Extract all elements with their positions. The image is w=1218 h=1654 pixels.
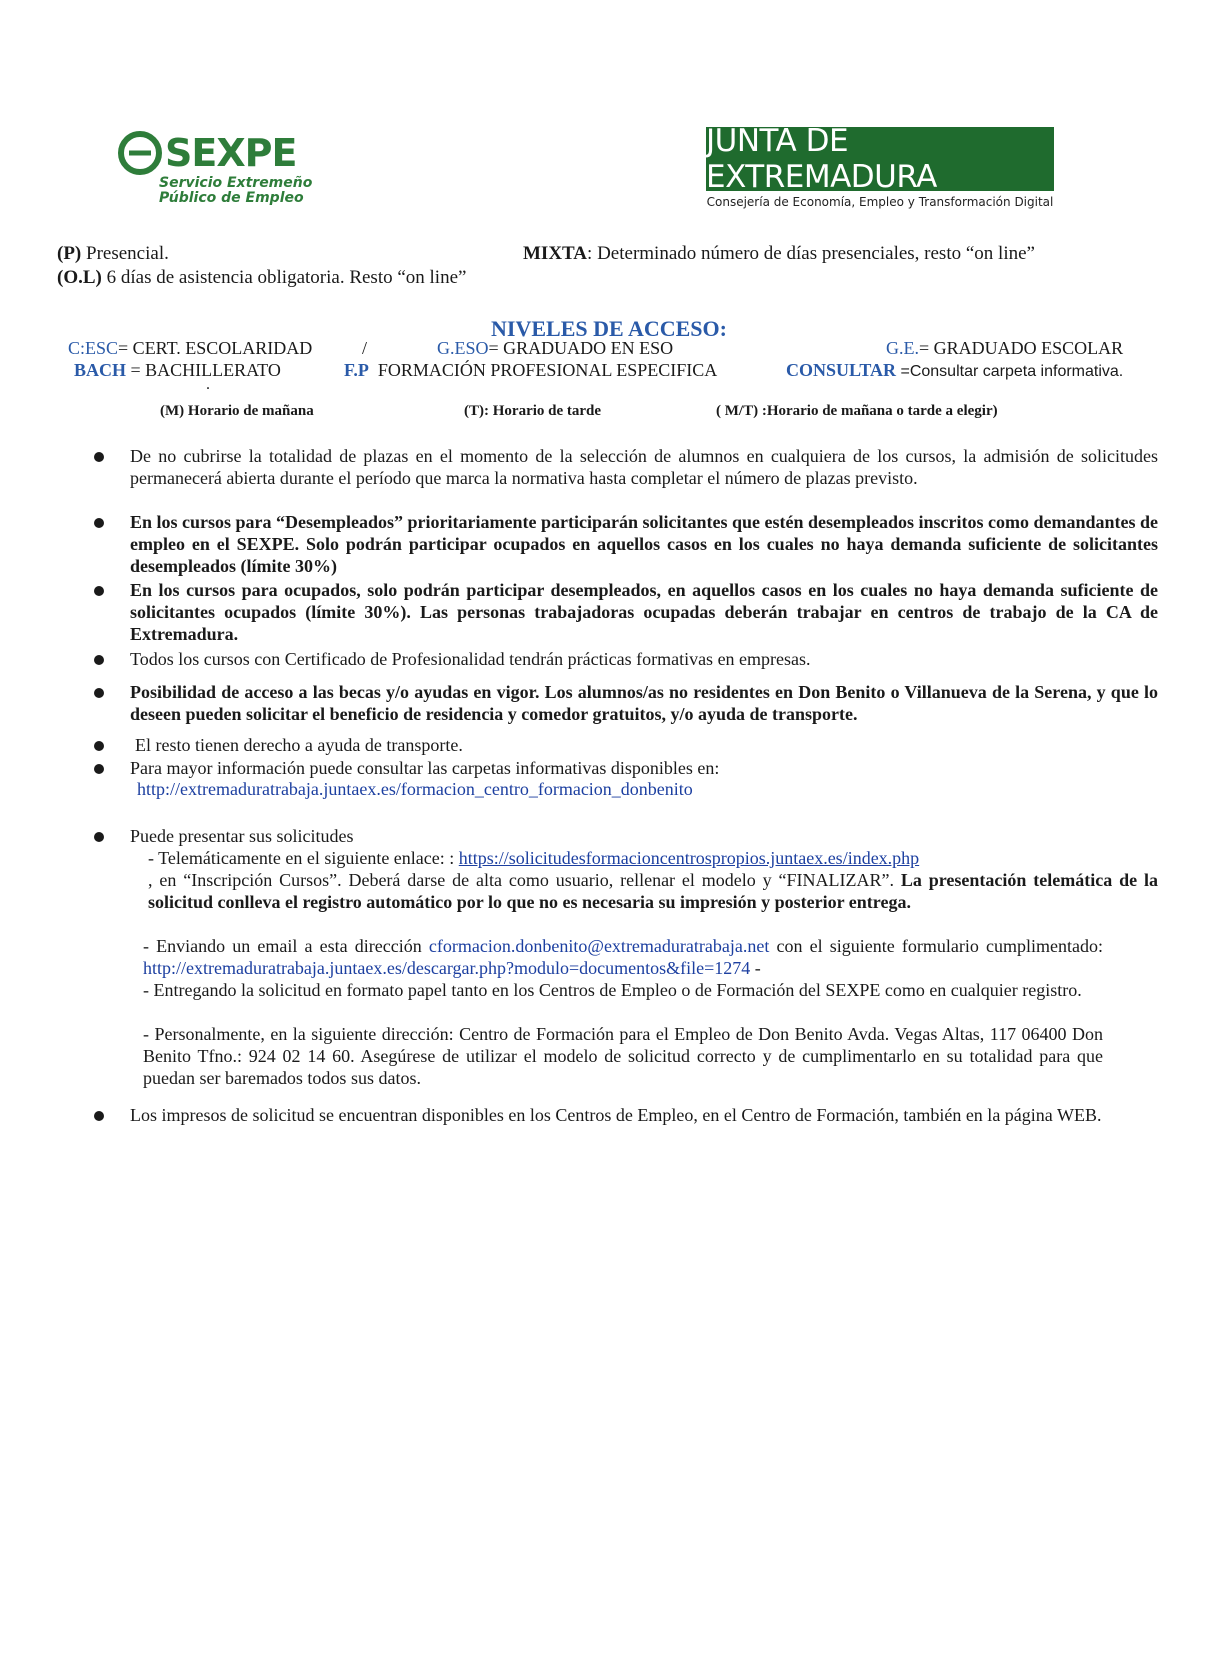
- formulario-link[interactable]: http://extremaduratrabaja.juntaex.es/descargar.php?modulo=documentos&file=1274: [143, 958, 751, 978]
- solicitud-personal: - Personalmente, en la siguiente dirección: Centro de Formación para el Empleo de Don Benito Avda. Vegas Altas, 117 06400 Don Benito Tfno.: 924 02 14 60. Asegúrese de utilizar el modelo de solicitud correcto y de cumplimentarlo en su totalidad para que puedan ser baremados todos sus datos.: [143, 1024, 1103, 1088]
- nivel-cesc: [68, 338, 312, 359]
- tele-prefix: - Telemáticamente en el siguiente enlace: :: [148, 848, 459, 868]
- nivel-cesc-text: = CERT. ESCOLARIDAD: [118, 338, 313, 358]
- modality-ol-label: (O.L): [57, 267, 102, 288]
- email-mid: con el siguiente formulario cumplimentado:: [769, 936, 1103, 956]
- nivel-bach-abbr: BACH: [74, 360, 127, 380]
- nivel-ge-abbr: G.E.: [886, 338, 919, 358]
- carpetas-link[interactable]: http://extremaduratrabaja.juntaex.es/formacion_centro_formacion_donbenito: [137, 779, 693, 799]
- bullet-certificado: Todos los cursos con Certificado de Profesionalidad tendrán prácticas formativas en empresas.: [130, 649, 811, 669]
- email-end: -: [750, 958, 761, 978]
- bullet-transporte: El resto tienen derecho a ayuda de transporte.: [135, 735, 463, 755]
- nivel-fp-text: FORMACIÓN PROFESIONAL ESPECIFICA: [377, 360, 718, 380]
- nivel-geso-abbr: G.ESO: [437, 338, 489, 358]
- nivel-consultar-text: =Consultar carpeta informativa.: [896, 363, 1124, 380]
- modality-ol-text: 6 días de asistencia obligatoria. Resto “on line”: [101, 267, 467, 288]
- modality-presencial: [57, 243, 169, 265]
- solicitud-papel: - Entregando la solicitud en formato papel tanto en los Centros de Empleo o de Formación del SEXPE como en cualquier registro.: [143, 980, 1082, 1000]
- email-prefix: - Enviando un email a esta dirección: [143, 936, 429, 956]
- bullet-becas: Posibilidad de acceso a las becas y/o ayudas en vigor. Los alumnos/as no residentes en Don Benito o Villanueva de la Serena, y que lo deseen pueden solicitar el beneficio de residencia y comedor gratuitos, y/o ayuda de transporte.: [130, 682, 1158, 724]
- nivel-fp-abbr: F.P: [344, 360, 369, 380]
- modality-mixta-label: MIXTA: [523, 243, 588, 264]
- bullet-dot: [94, 764, 104, 774]
- modality-mixta: [523, 243, 1035, 265]
- email-address-link[interactable]: cformacion.donbenito@extremaduratrabaja.net: [428, 936, 770, 956]
- nivel-bach-text: = BACHILLERATO: [126, 360, 281, 380]
- horario-tarde: (T): Horario de tarde: [464, 403, 602, 419]
- bullet-impresos: Los impresos de solicitud se encuentran disponibles en los Centros de Empleo, en el Centro de Formación, también en la página WEB.: [130, 1105, 1102, 1125]
- nivel-fp: [344, 360, 717, 381]
- tele-bold: La presentación telemática de la solicitud conlleva el registro automático por lo que no es necesaria su impresión y posterior entrega.: [148, 870, 1158, 912]
- solicitud-telematica: [148, 847, 1158, 913]
- nivel-cesc-abbr: C:ESC: [68, 338, 119, 358]
- bullet-dot: [94, 832, 104, 842]
- bullet-ocupados: En los cursos para ocupados, solo podrán participar desempleados, en aquellos casos en los cuales no haya demanda suficiente de solicitantes ocupados (límite 30%). Las personas trabajadoras ocupadas deberán trabajar en centros de trabajo de la CA de Extremadura.: [130, 580, 1158, 644]
- sexpe-logo-sub1: Servicio Extremeño: [159, 175, 313, 191]
- nivel-separator: /: [362, 338, 368, 358]
- nivel-consultar: [786, 360, 1123, 381]
- junta-logo-text: JUNTA DE EXTREMADURA: [706, 123, 937, 195]
- tele-mid: , en “Inscripción Cursos”. Deberá darse de alta como usuario, rellenar el modelo y “FINALIZAR”.: [148, 870, 901, 890]
- nivel-geso-text: = GRADUADO EN ESO: [488, 338, 674, 358]
- sexpe-e-icon: [117, 130, 163, 176]
- stray-dot: .: [206, 376, 210, 393]
- sexpe-logo: [117, 130, 337, 206]
- solicitud-email: [143, 935, 1103, 979]
- bullet-dot: [94, 655, 104, 665]
- nivel-ge: [886, 338, 1123, 359]
- bullet-desempleados: En los cursos para “Desempleados” prioritariamente participarán solicitantes que estén desempleados inscritos como demandantes de empleo en el SEXPE. Solo podrán participar ocupados en aquellos casos en los cuales no haya demanda suficiente de solicitantes desempleados (límite 30%): [130, 512, 1158, 576]
- niveles-title: NIVELES DE ACCESO:: [491, 316, 727, 341]
- sexpe-logo-sub2: Público de Empleo: [159, 190, 304, 206]
- nivel-bach: [74, 360, 281, 381]
- horario-manana-tarde: ( M/T) :Horario de mañana o tarde a elegir): [716, 403, 998, 419]
- bullet-dot: [94, 1111, 104, 1121]
- junta-logo-sub: Consejería de Economía, Empleo y Transformación Digital: [706, 195, 1054, 209]
- modality-p-label: (P): [57, 243, 82, 264]
- modality-online: [57, 267, 466, 289]
- solicitudes-link[interactable]: https://solicitudesformacioncentrospropios.juntaex.es/index.php: [458, 848, 920, 868]
- nivel-geso: [437, 338, 673, 359]
- bullet-dot: [94, 688, 104, 698]
- bullet-mas-info: Para mayor información puede consultar las carpetas informativas disponibles en:: [130, 758, 720, 778]
- nivel-ge-text: = GRADUADO ESCOLAR: [919, 338, 1124, 358]
- horario-manana: (M) Horario de mañana: [160, 403, 314, 419]
- bullet-dot: [94, 518, 104, 528]
- bullet-solicitudes-intro: Puede presentar sus solicitudes: [130, 826, 354, 846]
- junta-logo: [706, 123, 1054, 195]
- bullet-dot: [94, 452, 104, 462]
- bullet-dot: [94, 741, 104, 751]
- nivel-consultar-abbr: CONSULTAR: [786, 360, 897, 380]
- sexpe-logo-text: SEXPE: [165, 131, 297, 175]
- bullet-plazas: De no cubrirse la totalidad de plazas en el momento de la selección de alumnos en cualquiera de los cursos, la admisión de solicitudes permanecerá abierta durante el período que marca la normativa hasta completar el número de plazas previsto.: [130, 446, 1158, 488]
- bullet-dot: [94, 586, 104, 596]
- modality-p-text: Presencial.: [81, 243, 169, 264]
- modality-mixta-text: : Determinado número de días presenciales, resto “on line”: [587, 243, 1035, 264]
